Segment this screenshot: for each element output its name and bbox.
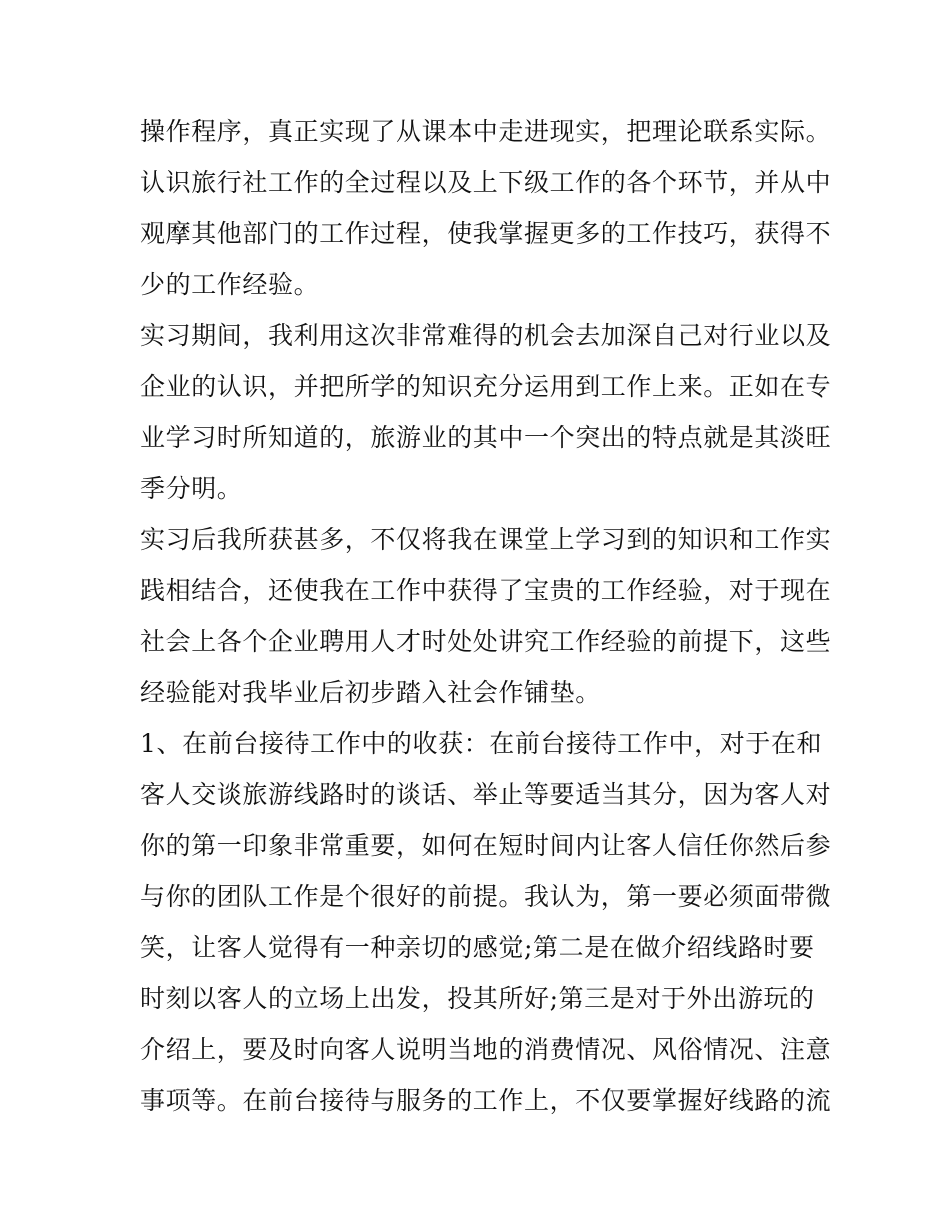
text-line: 介绍上，要及时向客人说明当地的消费情况、风俗情况、注意 — [140, 1035, 832, 1064]
text-line: 操作程序，真正实现了从课本中走进现实，把理论联系实际。 — [140, 117, 832, 146]
text-line: 笑，让客人觉得有一种亲切的感觉;第二是在做介绍线路时要 — [140, 933, 815, 962]
text-line: 实习期间，我利用这次非常难得的机会去加深自己对行业以及 — [140, 321, 832, 350]
text-line: 1、在前台接待工作中的收获：在前台接待工作中，对于在和 — [140, 729, 823, 758]
text-line: 实习后我所获甚多，不仅将我在课堂上学习到的知识和工作实 — [140, 525, 832, 554]
text-line: 时刻以客人的立场上出发，投其所好;第三是对于外出游玩的 — [140, 984, 815, 1013]
text-line: 你的第一印象非常重要，如何在短时间内让客人信任你然后参 — [140, 831, 832, 860]
text-line: 观摩其他部门的工作过程，使我掌握更多的工作技巧，获得不 — [140, 219, 832, 248]
text-line: 客人交谈旅游线路时的谈话、举止等要适当其分，因为客人对 — [140, 780, 832, 809]
text-line: 业学习时所知道的，旅游业的其中一个突出的特点就是其淡旺 — [140, 423, 832, 452]
text-line: 社会上各个企业聘用人才时处处讲究工作经验的前提下，这些 — [140, 627, 832, 656]
text-line: 少的工作经验。 — [140, 270, 320, 299]
text-line: 与你的团队工作是个很好的前提。我认为，第一要必须面带微 — [140, 882, 832, 911]
text-line: 企业的认识，并把所学的知识充分运用到工作上来。正如在专 — [140, 372, 832, 401]
body-text — [140, 106, 832, 1126]
text-line: 事项等。在前台接待与服务的工作上，不仅要掌握好线路的流 — [140, 1086, 832, 1115]
text-line: 经验能对我毕业后初步踏入社会作铺垫。 — [140, 678, 601, 707]
text-line: 践相结合，还使我在工作中获得了宝贵的工作经验，对于现在 — [140, 576, 832, 605]
text-line: 季分明。 — [140, 474, 243, 503]
text-line: 认识旅行社工作的全过程以及上下级工作的各个环节，并从中 — [140, 168, 832, 197]
